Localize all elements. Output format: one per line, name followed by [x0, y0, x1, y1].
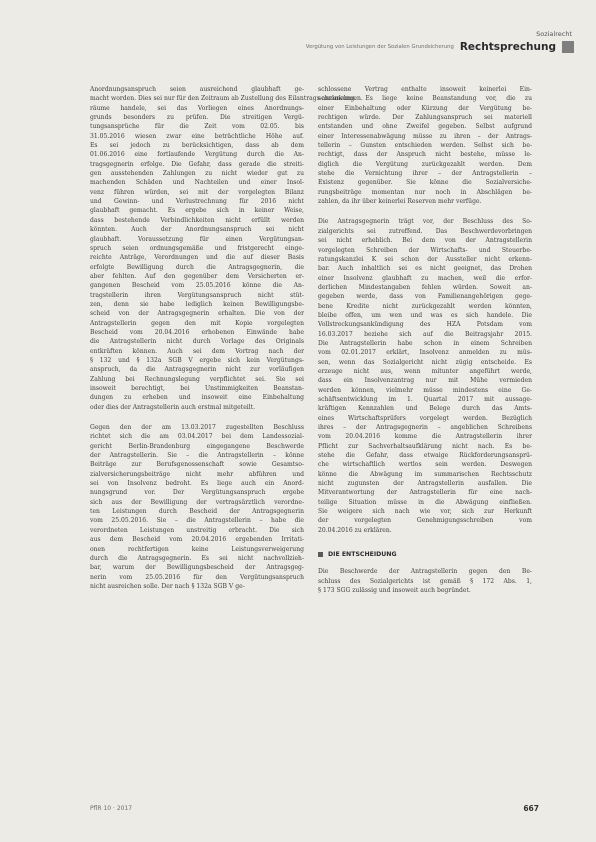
- text-line: Es sei jedoch zu berücksichtigen, dass ab dem: [90, 142, 304, 150]
- text-line: aber fehlten. Auf den gegenüber dem Versicherten er-: [90, 272, 304, 280]
- text-line: derlichen Mindestangaben fehlen würden. Soweit an-: [318, 283, 532, 291]
- text-line: Antragstellerin gegen den mit Kopie vorgelegten: [90, 319, 304, 327]
- running-header-title: Rechtsprechung: [459, 41, 556, 53]
- text-line: einer Insolvenz glaubhaft zu machen, weil die erfor-: [318, 274, 532, 282]
- text-line: schluss des Sozialgerichts ist gemäß § 172 Abs. 1,: [318, 577, 532, 585]
- paragraph: [318, 85, 532, 206]
- paragraph-gap: [318, 206, 532, 217]
- text-line: erzeuge nicht aus, wenn mitunter angeführt werde,: [318, 367, 532, 375]
- text-line: teilige Situation müsse in die Abwägung einfließen.: [318, 498, 532, 506]
- text-line: Die Antragstellerin habe schon in einem Schreiben: [318, 339, 532, 347]
- text-line: Bescheid vom 20.04.2016 erhobenen Einwände habe: [90, 328, 304, 336]
- text-line: richtet sich die am 03.04.2017 bei dem Landessozial-: [90, 433, 304, 441]
- text-line: che wirtschaftlich wertlos sein werden. Deswegen: [318, 461, 532, 469]
- text-line: 20.04.2016 zu erklären.: [318, 526, 392, 534]
- text-line: nicht zugunsten der Antragstellerin ausfallen. Die: [318, 480, 532, 488]
- text-line: § 132 und § 132a SGB V ergebe sich kein Vergütungs-: [90, 356, 304, 364]
- text-line: räume handele, sei das Vorliegen eines Anordnungs-: [90, 104, 304, 112]
- paragraph-gap: [90, 412, 304, 423]
- text-line: zahlen, da ihr über keinerlei Reserven mehr verfüge.: [318, 198, 482, 206]
- text-line: ihres – der Antragsgegnerin – angeblichen Schreibens: [318, 424, 532, 432]
- text-line: nicht ausreichen solle. Der nach § 132a SGB V ge-: [90, 582, 245, 590]
- square-bullet-icon: [318, 552, 323, 557]
- text-line: erfolgte Bewilligung durch die Antragsgegnerin, die: [90, 263, 304, 271]
- text-line: zialgerichts sei zutreffend. Das Beschwerdevorbringen: [318, 227, 532, 235]
- text-line: sich aus der Bewilligung der vertragsärztlich verordne-: [90, 498, 304, 506]
- text-line: scheid von der Antragsgegnerin erhalten. Die von der: [90, 310, 304, 318]
- text-line: könnten. Auch der Anordnungsanspruch sei nicht: [90, 226, 304, 234]
- text-line: nerin vom 25.05.2016 für den Vergütungsanspruch: [90, 573, 304, 581]
- text-line: durch die Antragsgegnerin. Es sei nicht nachvollzieh-: [90, 554, 304, 562]
- text-line: bar, warum der Bewilligungsbescheid der Antragsgeg-: [90, 564, 304, 572]
- text-line: und Gewinn- und Verlustrechnung für 2016 nicht: [90, 198, 304, 206]
- text-line: Beiträge zur Berufsgenossenschaft sowie Gesamtso-: [90, 461, 304, 469]
- text-line: könne die Abwägung im summarischen Rechtsschutz: [318, 470, 532, 478]
- running-header: [306, 41, 574, 53]
- text-line: der Antragstellerin. Sie – die Antragstellerin – könne: [90, 452, 304, 460]
- text-line: aus dem Bescheid vom 20.04.2016 ergebenden Irritati-: [90, 536, 304, 544]
- text-line: sei nicht erheblich. Bei dem von der Antragstellerin: [318, 237, 532, 245]
- text-line: einer Einbehaltung oder Kürzung der Vergütung be-: [318, 104, 532, 112]
- heading-gap: [318, 560, 532, 567]
- text-line: anspruch, da die Antragsgegnerin nicht zur vorläufigen: [90, 366, 304, 374]
- text-line: nungsgrund vor. Der Vergütungsanspruch ergebe: [90, 489, 304, 497]
- text-line: oder dies der Antragstellerin auch erstmal mitgeteilt.: [90, 403, 256, 411]
- text-line: Mitverantwortung der Antragstellerin für eine nach-: [318, 489, 532, 497]
- text-line: insoweit berechtigt, bei Unstimmigkeiten Beanstan-: [90, 385, 304, 392]
- text-line: 31.05.2016 wiesen zwar eine beträchtliche Höhe auf.: [90, 132, 304, 140]
- header-marker-block: [562, 41, 574, 53]
- text-line: glaubhaft. Voraussetzung für einen Vergütungsan-: [90, 235, 304, 243]
- section-heading: [318, 548, 532, 560]
- text-line: Zahlung bei Rechnungslegung verpflichtet sei. Sie sei: [90, 375, 304, 383]
- text-line: onen rechtfertigen keine Leistungsverweigerung: [90, 545, 304, 553]
- text-line: schlossene Vertrag enthalte insoweit keinerlei Ein-: [318, 86, 532, 93]
- text-line: entstanden und ohne Zweifel gegeben. Selbst aufgrund: [318, 123, 532, 131]
- paragraph-gap: [318, 535, 532, 546]
- text-line: tragsgegnerin erfolge. Die Gefahr, dass gerade die streiti-: [90, 160, 304, 168]
- text-line: vom 25.05.2016. Sie – die Antragstellerin – habe die: [90, 517, 304, 525]
- text-line: § 173 SGG zulässig und insoweit auch begründet.: [318, 586, 471, 594]
- text-line: dass ein Insolvenzantrag nur mit Mühe vermieden: [318, 377, 532, 385]
- text-line: Die Beschwerde der Antragstellerin gegen den Be-: [318, 568, 532, 576]
- text-line: vom 20.04.2016 komme die Antragstellerin ihrer: [318, 433, 532, 441]
- text-line: reichte Anträge, Verordnungen und die auf dieser Basis: [90, 254, 304, 262]
- text-line: gangenen Bescheid vom 25.05.2016 könne die An-: [90, 282, 304, 290]
- text-line: grunds besonders zu prüfen. Die streitigen Vergü-: [90, 114, 304, 122]
- running-header-subtitle: Vergütung von Leistungen der Sozialen Grundsicherung: [305, 44, 454, 50]
- text-line: gen ausstehenden Zahlungen zu nicht wieder gut zu: [90, 170, 304, 178]
- text-line: zialversicherungsbeiträge nicht mehr abführen und: [90, 470, 304, 478]
- text-line: machenden Schäden und Nachteilen und einer Insol-: [90, 179, 304, 187]
- footer-issue: PflR 10 · 2017: [90, 805, 133, 812]
- text-line: stehe die Gefahr, dass etwaige Rückforderungsansprü-: [318, 452, 532, 460]
- text-line: tungsansprüche für die Zeit vom 02.05. bis: [90, 123, 304, 131]
- text-line: schränkung. Es liege keine Beanstandung vor, die zu: [318, 95, 532, 103]
- text-line: tragstellerin ihren Vergütungsanspruch nicht stüt-: [90, 291, 304, 299]
- text-line: einer Interessenabwägung müsse zu ihren – der Antrags-: [318, 132, 532, 140]
- text-line: zen, denn sie habe lediglich keinen Bewilligungsbe-: [90, 300, 304, 308]
- text-line: verordneten Leistungen unstreitig erbracht. Die sich: [90, 526, 304, 534]
- text-line: rechtigen würde. Der Zahlungsanspruch sei materiell: [318, 114, 532, 122]
- text-line: dass bestehende Verbindlichkeiten nicht erfüllt werden: [90, 216, 304, 224]
- paragraph: [318, 217, 532, 535]
- text-line: entkräften können. Auch sei dem Vortrag nach der: [90, 347, 304, 355]
- text-line: gericht Berlin-Brandenburg eingegangene Beschwerde: [90, 442, 304, 450]
- right-text-column: [318, 85, 532, 595]
- text-line: dungen zu erheben und insoweit eine Einbehaltung: [90, 394, 304, 402]
- paragraph: [90, 423, 304, 591]
- text-line: venz führen würden, sei mit der vorgelegten Bilanz: [90, 188, 304, 196]
- text-line: 16.03.2017 beziehe sich auf die Beitragsjahr 2015.: [318, 330, 532, 338]
- text-line: bar. Auch inhaltlich sei es nicht geeignet, das Drohen: [318, 265, 532, 273]
- text-line: stehe die Vernichtung ihrer – der Antragstellerin –: [318, 170, 532, 178]
- text-line: die Antragstellerin nicht durch Vorlage des Originals: [90, 338, 304, 346]
- text-line: bene Kredite nicht zurückgezahlt werden könnten,: [318, 302, 532, 310]
- text-line: Existenz gegenüber. Sie könne die Sozialversiche-: [318, 179, 532, 187]
- text-line: rechtigt, dass der Anspruch nicht bestehe, müsse le-: [318, 151, 532, 159]
- text-line: werden können, vielmehr müsse mindestens eine Ge-: [318, 386, 532, 394]
- text-line: der vorgelegten Genehmigungsschreiben vom: [318, 517, 532, 525]
- section-label: Sozialrecht: [536, 30, 572, 38]
- text-line: spruch seien ordnungsgemäße und fristgerecht einge-: [90, 244, 304, 252]
- text-line: rungsbeiträge momentan nur noch in Abschlägen be-: [318, 188, 532, 196]
- text-line: ten Leistungen durch Bescheid der Antragsgegnerin: [90, 508, 304, 516]
- text-line: gegeben werde, dass von Familienangehörigen gege-: [318, 293, 532, 301]
- text-line: ratungskanzlei K sei schon der Aussteller nicht erkenn-: [318, 255, 532, 263]
- text-line: schäftsentwicklung im 1. Quartal 2017 mit aussage-: [318, 396, 532, 403]
- text-line: vom 02.01.2017 erklärt, Insolvenz anmelden zu müs-: [318, 349, 532, 357]
- text-line: Sie weigere sich nach wie vor, sich zur Herkunft: [318, 508, 532, 516]
- text-line: tellerin – Gunsten entschieden werden. Selbst sich be-: [318, 142, 532, 150]
- text-line: glaubhaft gemacht. Es ergebe sich in keiner Weise,: [90, 207, 304, 215]
- page-number: 667: [523, 804, 539, 813]
- section-heading-text: DIE ENTSCHEIDUNG: [328, 550, 397, 558]
- text-line: sen, wenn das Sozialgericht nicht zügig entscheide. Es: [318, 358, 532, 366]
- text-line: bleibe offen, um wen und was es sich handele. Die: [318, 311, 532, 319]
- paragraph: [318, 567, 532, 595]
- text-line: 01.06.2016 eine fortlaufende Vergütung durch die An-: [90, 151, 304, 159]
- text-line: macht worden. Dies sei nur für den Zeitraum ab Zustellung des Eilantrags anzunehmen.: [90, 95, 363, 103]
- text-line: diglich die Vergütung zurückgezahlt werden. Dem: [318, 160, 532, 168]
- text-line: Anordnungsanspruch seien ausreichend glaubhaft ge-: [90, 86, 304, 93]
- text-line: Pflicht zur Sachverhaltsaufklärung nicht nach. Es be-: [318, 442, 532, 450]
- text-line: Vollstreckungsankündigung des HZA Potsdam vom: [318, 321, 532, 329]
- text-line: Gegen den der am 13.03.2017 zugestellten Beschluss: [90, 424, 304, 432]
- text-line: sei von Insolvenz bedroht. Es liege auch ein Anord-: [90, 480, 304, 488]
- text-line: Die Antragsgegnerin trägt vor, der Beschluss des So-: [318, 218, 532, 226]
- text-line: eines Wirtschaftsprüfers vorgelegt werden. Bezüglich: [318, 414, 532, 422]
- text-line: vorgelegten Schreiben der Wirtschafts- und Steuerbe-: [318, 246, 532, 254]
- text-line: kräftigen Kennzahlen und Belege durch das Amts-: [318, 405, 532, 413]
- paragraph: [90, 85, 363, 412]
